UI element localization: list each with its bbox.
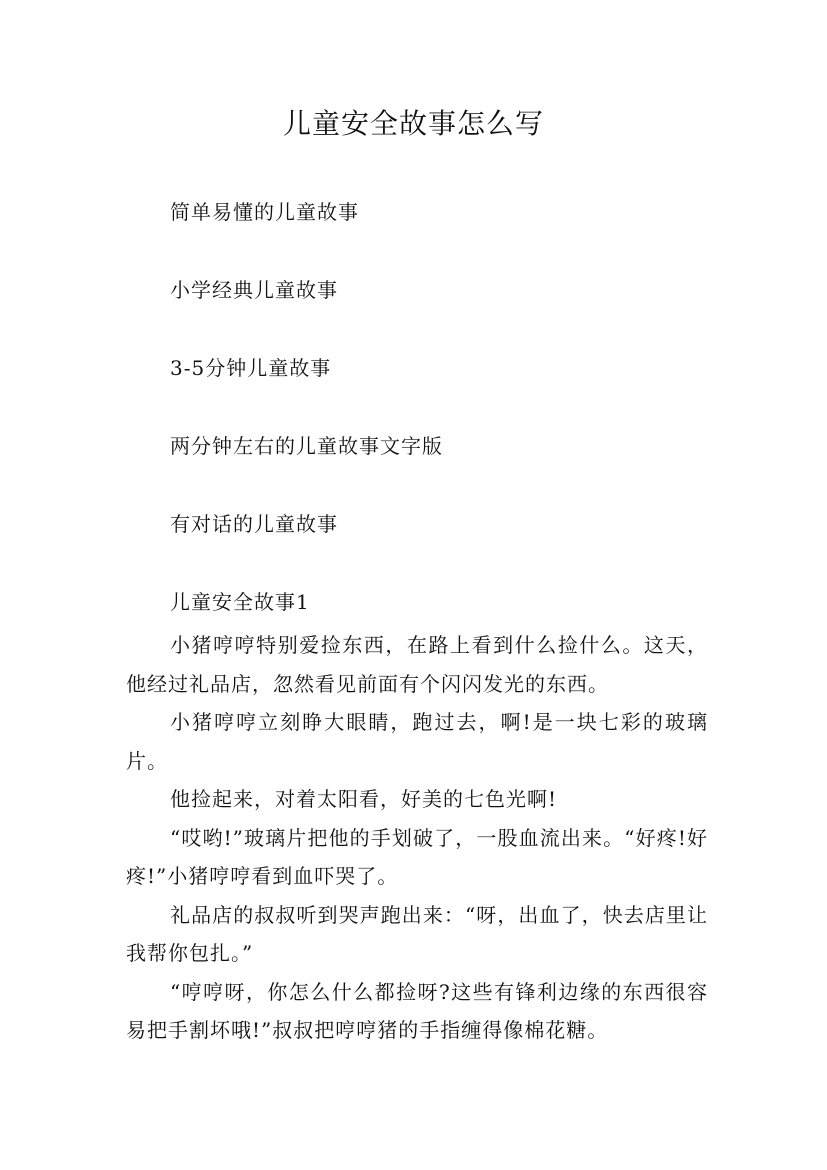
- story-paragraph: “哼哼呀，你怎么什么都捡呀?这些有锋利边缘的东西很容易把手割坏哦!”叔叔把哼哼猪的手指缠得像棉花糖。: [126, 979, 708, 1042]
- story-body: [126, 626, 708, 1050]
- related-link-3[interactable]: 3-5分钟儿童故事: [170, 356, 332, 380]
- story-paragraph: 小猪哼哼特别爱捡东西，在路上看到什么捡什么。这天，他经过礼品店，忽然看见前面有个闪闪发光的东西。: [126, 633, 708, 696]
- related-link-2[interactable]: 小学经典儿童故事: [170, 278, 338, 302]
- related-link-1[interactable]: 简单易懂的儿童故事: [170, 200, 359, 224]
- related-link-4[interactable]: 两分钟左右的儿童故事文字版: [170, 434, 443, 458]
- story-heading: 儿童安全故事1: [170, 590, 310, 614]
- story-paragraph: 他捡起来，对着太阳看，好美的七色光啊!: [170, 787, 558, 811]
- story-paragraph: 礼品店的叔叔听到哭声跑出来：“呀，出血了，快去店里让我帮你包扎。”: [126, 902, 708, 965]
- story-paragraph: 小猪哼哼立刻睁大眼睛，跑过去，啊!是一块七彩的玻璃片。: [126, 710, 708, 773]
- page-title: 儿童安全故事怎么写: [282, 107, 544, 140]
- story-paragraph: “哎哟!”玻璃片把他的手划破了，一股血流出来。“好疼!好疼!”小猪哼哼看到血吓哭了。: [126, 825, 708, 888]
- related-link-5[interactable]: 有对话的儿童故事: [170, 512, 338, 536]
